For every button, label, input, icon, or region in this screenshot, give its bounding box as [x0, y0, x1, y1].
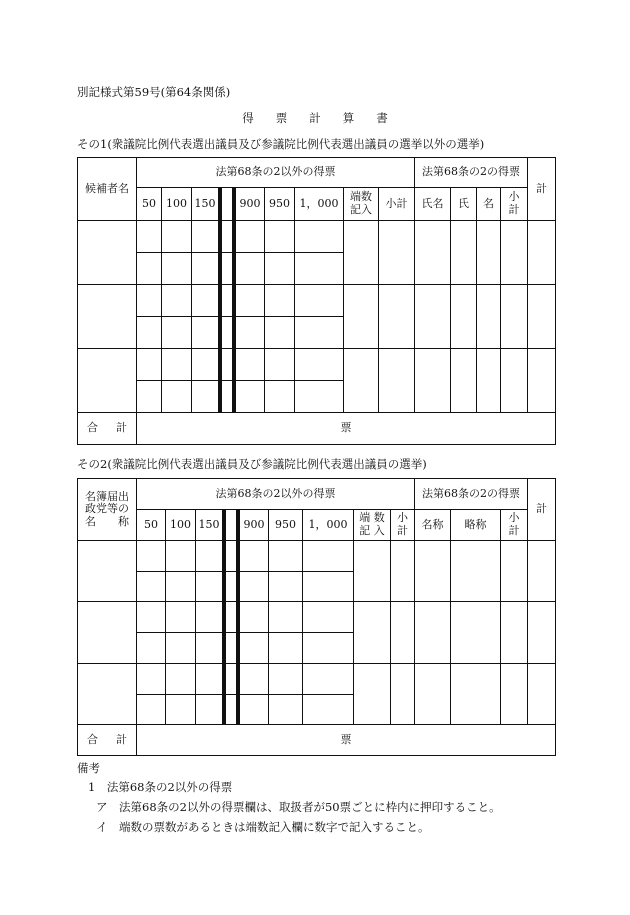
sum-votes-unit: 票 — [340, 421, 352, 435]
header2-group-68-2: 法第68条の2の得票 — [422, 486, 520, 500]
header-tally-900: 900 — [239, 196, 261, 210]
header2-tally-950: 950 — [275, 517, 296, 531]
header-fraction-entry — [344, 188, 378, 220]
section1-break-bar-left — [218, 187, 222, 413]
header-tally-150: 150 — [194, 196, 216, 210]
fraction-line1: 端数 — [350, 190, 372, 204]
header-surname: 氏 — [458, 196, 469, 210]
sum-label-1: 合 — [87, 421, 98, 435]
header2-subtotal-b — [501, 510, 527, 540]
header2-tally-150: 150 — [198, 517, 220, 531]
subtotal2-b-line1: 小 — [508, 511, 520, 525]
party-line3: 名 称 — [85, 514, 129, 528]
subtotal-b-line2: 計 — [508, 203, 520, 216]
header2-subtotal-a — [391, 510, 414, 540]
header2-tally-100: 100 — [170, 517, 191, 531]
header-subtotal-a: 小計 — [385, 196, 408, 210]
fraction-line2: 記入 — [350, 203, 372, 216]
section1-break-bar-right — [232, 187, 236, 413]
header-tally-50: 50 — [142, 196, 156, 210]
header2-party-abbrev: 略称 — [464, 517, 487, 531]
header2-tally-50: 50 — [144, 517, 158, 531]
header-candidate-name: 候補者名 — [85, 181, 129, 195]
sum2-label-1: 合 — [87, 732, 98, 746]
header-tally-950: 950 — [269, 196, 290, 210]
header2-tally-1000: 1，000 — [308, 517, 348, 531]
header-party-name — [78, 479, 136, 540]
header2-group-non-68-2: 法第68条の2以外の得票 — [215, 486, 336, 500]
header-total: 計 — [536, 181, 547, 195]
header-tally-100: 100 — [166, 196, 187, 210]
header2-total: 計 — [536, 502, 547, 516]
sum2-label-2: 計 — [116, 732, 127, 746]
header-group-68-2: 法第68条の2の得票 — [422, 165, 520, 179]
header-subtotal-b — [501, 188, 527, 220]
header-given-name: 名 — [483, 196, 494, 210]
section2-caption: その2(衆議院比例代表選出議員及び参議院比例代表選出議員の選挙) — [77, 457, 427, 471]
section1-caption: その1(衆議院比例代表選出議員及び参議院比例代表選出議員の選挙以外の選挙) — [77, 137, 485, 151]
notes-item-1: 1 法第68条の2以外の得票 — [88, 780, 233, 794]
header-tally-1000: 1，000 — [299, 196, 339, 210]
subtotal2-a-line1: 小 — [397, 511, 408, 525]
sum-label-2: 計 — [116, 421, 127, 435]
header2-tally-900: 900 — [243, 517, 265, 531]
fraction2-line2: 記 入 — [359, 524, 385, 537]
sum2-votes-unit: 票 — [340, 732, 352, 746]
subtotal2-b-line2: 計 — [508, 524, 520, 537]
notes-item-1b: イ 端数の票数があるときは端数記入欄に数字で記入すること。 — [96, 820, 430, 834]
party-line2: 政党等の — [85, 502, 129, 516]
fraction2-line1: 端 数 — [359, 511, 385, 525]
sum2-label — [78, 725, 136, 755]
header2-fraction-entry — [354, 510, 390, 540]
header-full-name: 氏名 — [421, 196, 444, 210]
sum-label — [78, 413, 136, 444]
notes-item-1a: ア 法第68条の2以外の得票欄は、取扱者が50票ごとに枠内に押印すること。 — [96, 800, 501, 814]
subtotal2-a-line2: 計 — [397, 524, 408, 537]
section2-break-bar-right — [236, 509, 240, 725]
section2-break-bar-left — [222, 509, 226, 725]
header-group-non-68-2: 法第68条の2以外の得票 — [215, 165, 336, 179]
notes-heading: 備考 — [77, 761, 100, 775]
party-line1: 名簿届出 — [85, 489, 129, 503]
header2-party-full-name: 名称 — [421, 517, 444, 531]
subtotal-b-line1: 小 — [508, 190, 520, 204]
document-title: 得票計算書 — [242, 111, 410, 125]
form-number: 別記様式第59号(第64条関係) — [77, 85, 231, 99]
